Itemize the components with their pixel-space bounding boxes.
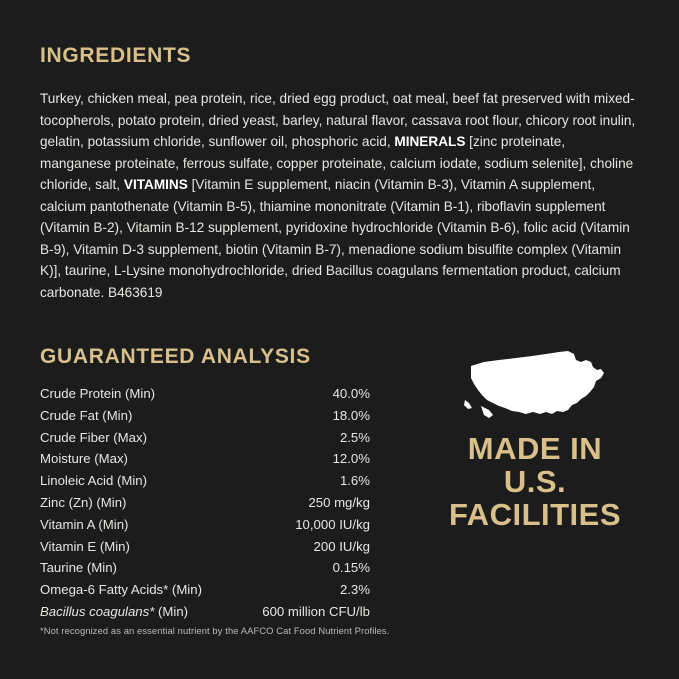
table-row <box>40 601 370 623</box>
nutrient-value: 10,000 IU/kg <box>295 516 370 532</box>
table-row <box>40 405 370 427</box>
made-in-usa-text <box>435 432 635 531</box>
table-row <box>40 536 370 558</box>
table-row <box>40 427 370 449</box>
nutrient-name: Linoleic Acid (Min) <box>40 473 148 489</box>
nutrient-name: Bacillus coagulans* (Min) <box>40 603 189 619</box>
table-row <box>40 492 370 514</box>
badge-line-3: FACILITIES <box>448 497 622 532</box>
nutrient-value: 250 mg/kg <box>308 494 370 510</box>
nutrient-value: 1.6% <box>339 473 370 489</box>
nutrient-name: Crude Fat (Min) <box>40 407 133 423</box>
minerals-label: MINERALS <box>394 134 466 149</box>
nutrient-name: Zinc (Zn) (Min) <box>40 494 127 510</box>
table-row <box>40 470 370 492</box>
ingredients-text-part-1: Turkey, chicken meal, pea protein, rice, dried egg product, oat meal, beef fat preserved with mixed-tocopherols, potato protein, dried yeast, barley, natural flavor, cassava root flour, chicory root inulin, gelatin, potassium chloride, sunflower oil, phosphoric acid, <box>40 91 636 149</box>
nutrient-name: Moisture (Max) <box>40 451 128 467</box>
nutrient-name: Vitamin E (Min) <box>40 538 130 554</box>
nutrient-value: 2.5% <box>339 429 370 445</box>
nutrient-value: 2.3% <box>339 582 370 598</box>
nutrient-value: 40.0% <box>332 386 370 401</box>
badge-line-2: U.S. <box>503 464 567 499</box>
nutrient-value: 200 IU/kg <box>313 538 370 554</box>
table-row <box>40 514 370 536</box>
nutrient-value: 12.0% <box>332 451 370 467</box>
nutrient-name: Taurine (Min) <box>40 560 117 576</box>
nutrient-name: Omega-6 Fatty Acids* (Min) <box>40 582 202 598</box>
footnote-text: *Not recognized as an essential nutrient by the AAFCO Cat Food Nutrient Profiles. <box>40 625 390 636</box>
table-row <box>40 383 370 405</box>
ingredients-text-part-3: [Vitamin E supplement, niacin (Vitamin B-3), Vitamin A supplement, calcium pantothenate (Vitamin B-5), thiamine mononitrate (Vitamin B-1), riboflavin supplement (Vitamin B-2), Vitamin B-12 supplement, pyridoxine hydrochloride (Vitamin B-6), folic acid (Vitamin B-9), Vitamin D-3 supplement, biotin (Vitamin B-7), menadione sodium bisulfite complex (Vitamin K)], taurine, L-Lysine monohydrochloride, dried Bacillus coagulans fermentation product, calcium carbonate. B463619 <box>40 177 630 300</box>
ingredients-text-part-2: [zinc proteinate, manganese proteinate, ferrous sulfate, copper proteinate, calcium iodate, sodium selenite], choline chloride, salt, <box>40 134 634 192</box>
nutrient-name: Vitamin A (Min) <box>40 516 129 532</box>
nutrient-value: 600 million CFU/lb <box>262 603 370 619</box>
nutrient-value: 18.0% <box>332 407 370 423</box>
guaranteed-analysis-heading: GUARANTEED ANALYSIS <box>40 345 311 368</box>
ingredients-heading: INGREDIENTS <box>40 44 192 67</box>
table-row <box>40 557 370 579</box>
usa-map-icon <box>460 348 610 424</box>
nutrient-name-suffix: (Min) <box>154 603 189 619</box>
guaranteed-analysis-table <box>40 383 370 623</box>
badge-line-1: MADE IN <box>467 431 603 466</box>
table-row <box>40 579 370 601</box>
ingredients-paragraph <box>40 88 639 303</box>
nutrient-value: 0.15% <box>332 560 370 576</box>
vitamins-label: VITAMINS <box>123 177 188 192</box>
nutrient-name: Crude Protein (Min) <box>40 386 156 401</box>
nutrient-name: Crude Fiber (Max) <box>40 429 147 445</box>
made-in-usa-badge <box>435 348 635 531</box>
table-row <box>40 448 370 470</box>
